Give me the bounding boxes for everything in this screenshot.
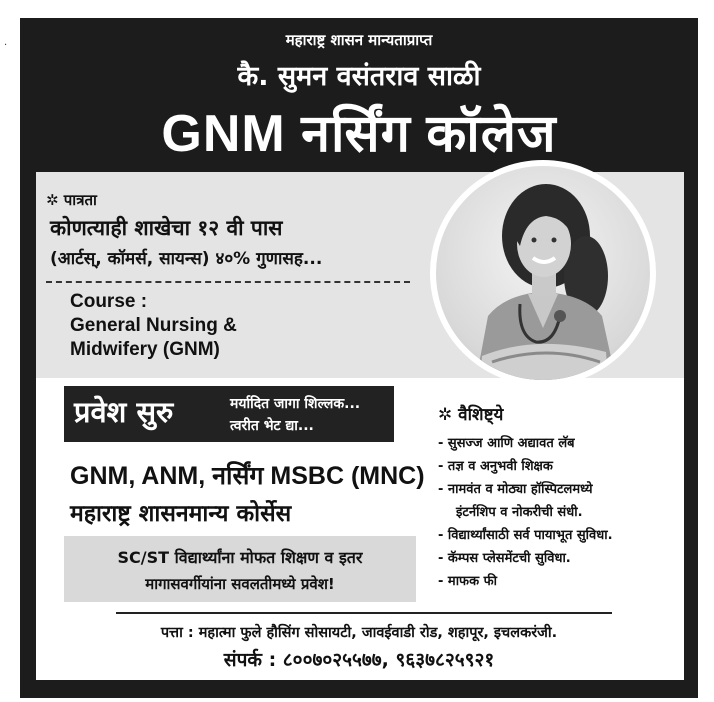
features-list xyxy=(438,432,613,593)
college-name: GNM नर्सिंग कॉलेज xyxy=(161,105,557,163)
feature-item: - कॅम्पस प्लेसमेंटची सुविधा. xyxy=(438,551,571,566)
admission-title: प्रवेश सुरु xyxy=(74,395,174,429)
courses-line-2: महाराष्ट्र शासनमान्य कोर्सेस xyxy=(70,501,292,527)
features-title: ✲ वैशिष्ट्ये xyxy=(438,405,504,425)
feature-item: इंटर्नशिप व नोकरीची संधी. xyxy=(456,505,583,520)
dashed-divider xyxy=(46,281,410,283)
nurse-photo xyxy=(436,166,650,380)
course-block xyxy=(70,290,237,362)
feature-item: - माफक फी xyxy=(438,574,497,589)
address-text: पत्ता : महात्मा फुले हौसिंग सोसायटी, जावईवाडी रोड, शहापूर, इचलकरंजी. xyxy=(160,625,558,641)
course-line-2: Midwifery (GNM) xyxy=(70,339,220,360)
feature-item: - तज्ञ व अनुभवी शिक्षक xyxy=(438,459,553,474)
nurse-illustration-icon xyxy=(436,166,650,380)
footer-divider xyxy=(116,612,612,614)
admission-line-1: मर्यादित जागा शिल्लक... xyxy=(230,396,361,412)
edge-mark: · xyxy=(4,40,8,51)
founder-name: कै. सुमन वसंतराव साळी xyxy=(237,61,481,92)
admission-line-2: त्वरीत भेट द्या... xyxy=(230,418,314,434)
advertisement-frame xyxy=(20,18,698,698)
contact-numbers: संपर्क : ८००७०२५५७७, ९६३७८२५९२१ xyxy=(223,649,495,671)
admission-banner xyxy=(64,386,394,442)
scst-line-1: SC/ST विद्यार्थ्यांना मोफत शिक्षण व इतर xyxy=(117,548,363,567)
recognition-text: महाराष्ट्र शासन मान्यताप्राप्त xyxy=(285,31,433,49)
feature-item: - सुसज्ज आणि अद्यावत लॅब xyxy=(438,436,575,451)
feature-item: - नामवंत व मोठ्या हॉस्पिटलमध्ये xyxy=(438,482,593,497)
feature-item: - विद्यार्थ्यांसाठी सर्व पायाभूत सुविधा. xyxy=(438,528,613,543)
eligibility-label: ✲ पात्रता xyxy=(46,191,97,209)
scst-notice xyxy=(64,536,416,602)
scst-line-2: मागासवर्गीयांना सवलतीमध्ये प्रवेश! xyxy=(145,575,335,593)
course-line-1: General Nursing & xyxy=(70,315,237,336)
eligibility-main: कोणत्याही शाखेचा १२ वी पास xyxy=(50,216,283,240)
eligibility-streams: (आर्टस्, कॉमर्स, सायन्स) ४०% गुणासह... xyxy=(50,249,323,269)
courses-line-1: GNM, ANM, नर्सिंग MSBC (MNC) xyxy=(70,462,425,490)
course-label: Course : xyxy=(70,291,148,312)
